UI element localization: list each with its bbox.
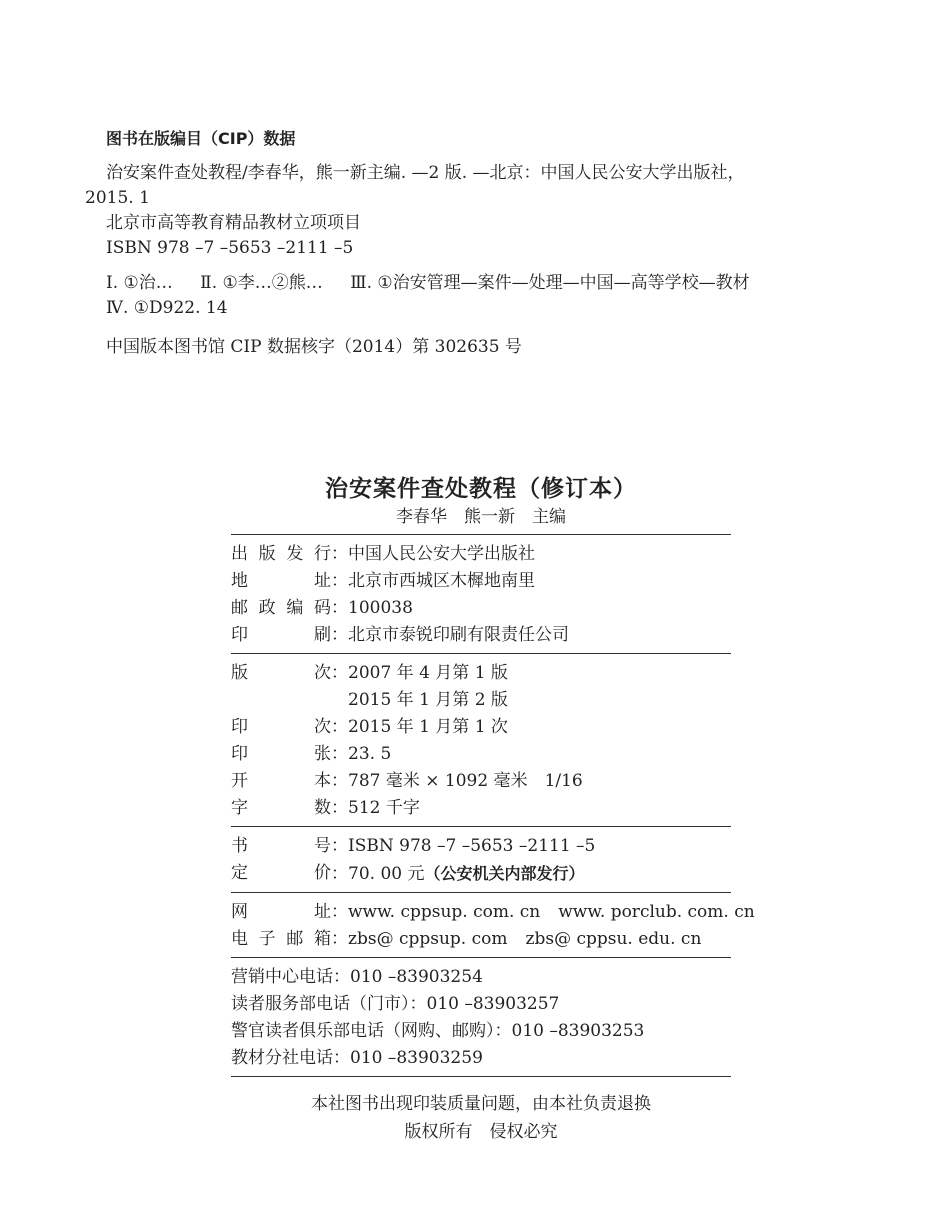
footer-copyright: 版权所有 侵权必究 [404,1122,558,1142]
edition-row-2 [231,687,731,714]
cip-classification [106,271,885,296]
price-value: ：70. 00 元（公安机关内部发行） [331,864,585,884]
publisher-block [231,534,731,653]
cip-class-iv: Ⅳ. ①D922. 14 [106,298,228,318]
format-label: 开 本 [231,771,331,791]
email-value: ：zbs@ cppsup. com zbs@ cppsu. edu. cn [331,929,702,949]
publisher-value: ：中国人民公安大学出版社 [331,544,535,564]
cip-number: 中国版本图书馆 CIP 数据核字（2014）第 302635 号 [106,337,522,357]
cip-record-line2: 2015. 1 [85,188,150,208]
colophon [231,474,755,1077]
contact-block [231,892,755,957]
website-link-2: www. porclub. com. cn [558,902,755,922]
email-row [231,926,731,953]
edition-block [231,653,731,826]
cip-class-iii: Ⅲ. ①治安管理—案件—处理—中国—高等学校—教材 [350,273,750,293]
sheets-value: ：23. 5 [331,744,392,764]
word-count-value: ：512 千字 [331,798,420,818]
email-label: 电 子 邮 箱 [231,929,331,949]
impression-label: 印 次 [231,717,331,737]
book-number-label: 书 号 [231,836,331,856]
printer-value: ：北京市泰锐印刷有限责任公司 [331,625,569,645]
cip-isbn: ISBN 978 –7 –5653 –2111 –5 [106,238,354,258]
cip-heading: 图书在版编目（CIP）数据 [106,129,296,148]
phone-marketing: 营销中心电话：010 –83903254 [231,967,483,987]
word-count-row [231,795,731,822]
edition-value-2: 2015 年 1 月第 2 版 [348,690,508,710]
phone-block [231,957,731,1077]
price-row [231,860,731,888]
publisher-label: 出 版 发 行 [231,544,331,564]
address-value: ：北京市西城区木樨地南里 [331,571,535,591]
book-number-value: ：ISBN 978 –7 –5653 –2111 –5 [331,836,596,856]
book-editors: 李春华 熊一新 主编 [396,507,566,527]
phone-textbook-branch: 教材分社电话：010 –83903259 [231,1048,483,1068]
email-address-2: zbs@ cppsu. edu. cn [525,929,702,949]
website-value: ：www. cppsup. com. cn www. porclub. com. cn [331,902,755,922]
cip-class-i: Ⅰ. ①治… [106,273,173,293]
address-label: 地 址 [231,571,331,591]
edition-value: ：2007 年 4 月第 1 版 [331,663,508,683]
postcode-row [231,595,731,622]
format-row [231,768,731,795]
website-link-1: www. cppsup. com. cn [348,902,541,922]
printer-label: 印 刷 [231,625,331,645]
website-row [231,899,755,926]
website-label: 网 址 [231,902,331,922]
cip-record-line1: 治安案件查处教程/李春华，熊一新主编. —2 版. —北京：中国人民公安大学出版社， [106,163,745,183]
footer-quality-notice: 本社图书出现印装质量问题，由本社负责退换 [311,1094,651,1114]
edition-label: 版 次 [231,663,331,683]
postcode-value: ：100038 [331,598,413,618]
sheets-row [231,741,731,768]
book-number-block [231,826,731,892]
footer-notice [231,1090,731,1146]
postcode-label: 邮 政 编 码 [231,598,331,618]
sheets-label: 印 张 [231,744,331,764]
address-row [231,568,731,595]
format-value: ：787 毫米 × 1092 毫米 1/16 [331,771,583,791]
impression-value: ：2015 年 1 月第 1 次 [331,717,508,737]
book-title: 治安案件查处教程（修订本） [325,476,637,502]
word-count-label: 字 数 [231,798,331,818]
cip-class-ii: Ⅱ. ①李…②熊… [200,273,323,293]
edition-row [231,660,731,687]
phone-police-club: 警官读者俱乐部电话（网购、邮购）：010 –83903253 [231,1021,645,1041]
publisher-row [231,541,731,568]
price-note: （公安机关内部发行） [424,864,585,883]
impression-row [231,714,731,741]
printer-row [231,622,731,649]
price-label: 定 价 [231,863,331,883]
book-number-row [231,833,731,860]
cip-section [85,126,885,360]
phone-reader-service: 读者服务部电话（门市）：010 –83903257 [231,994,560,1014]
email-address-1: zbs@ cppsup. com [348,929,508,949]
cip-project: 北京市高等教育精品教材立项项目 [106,213,361,233]
